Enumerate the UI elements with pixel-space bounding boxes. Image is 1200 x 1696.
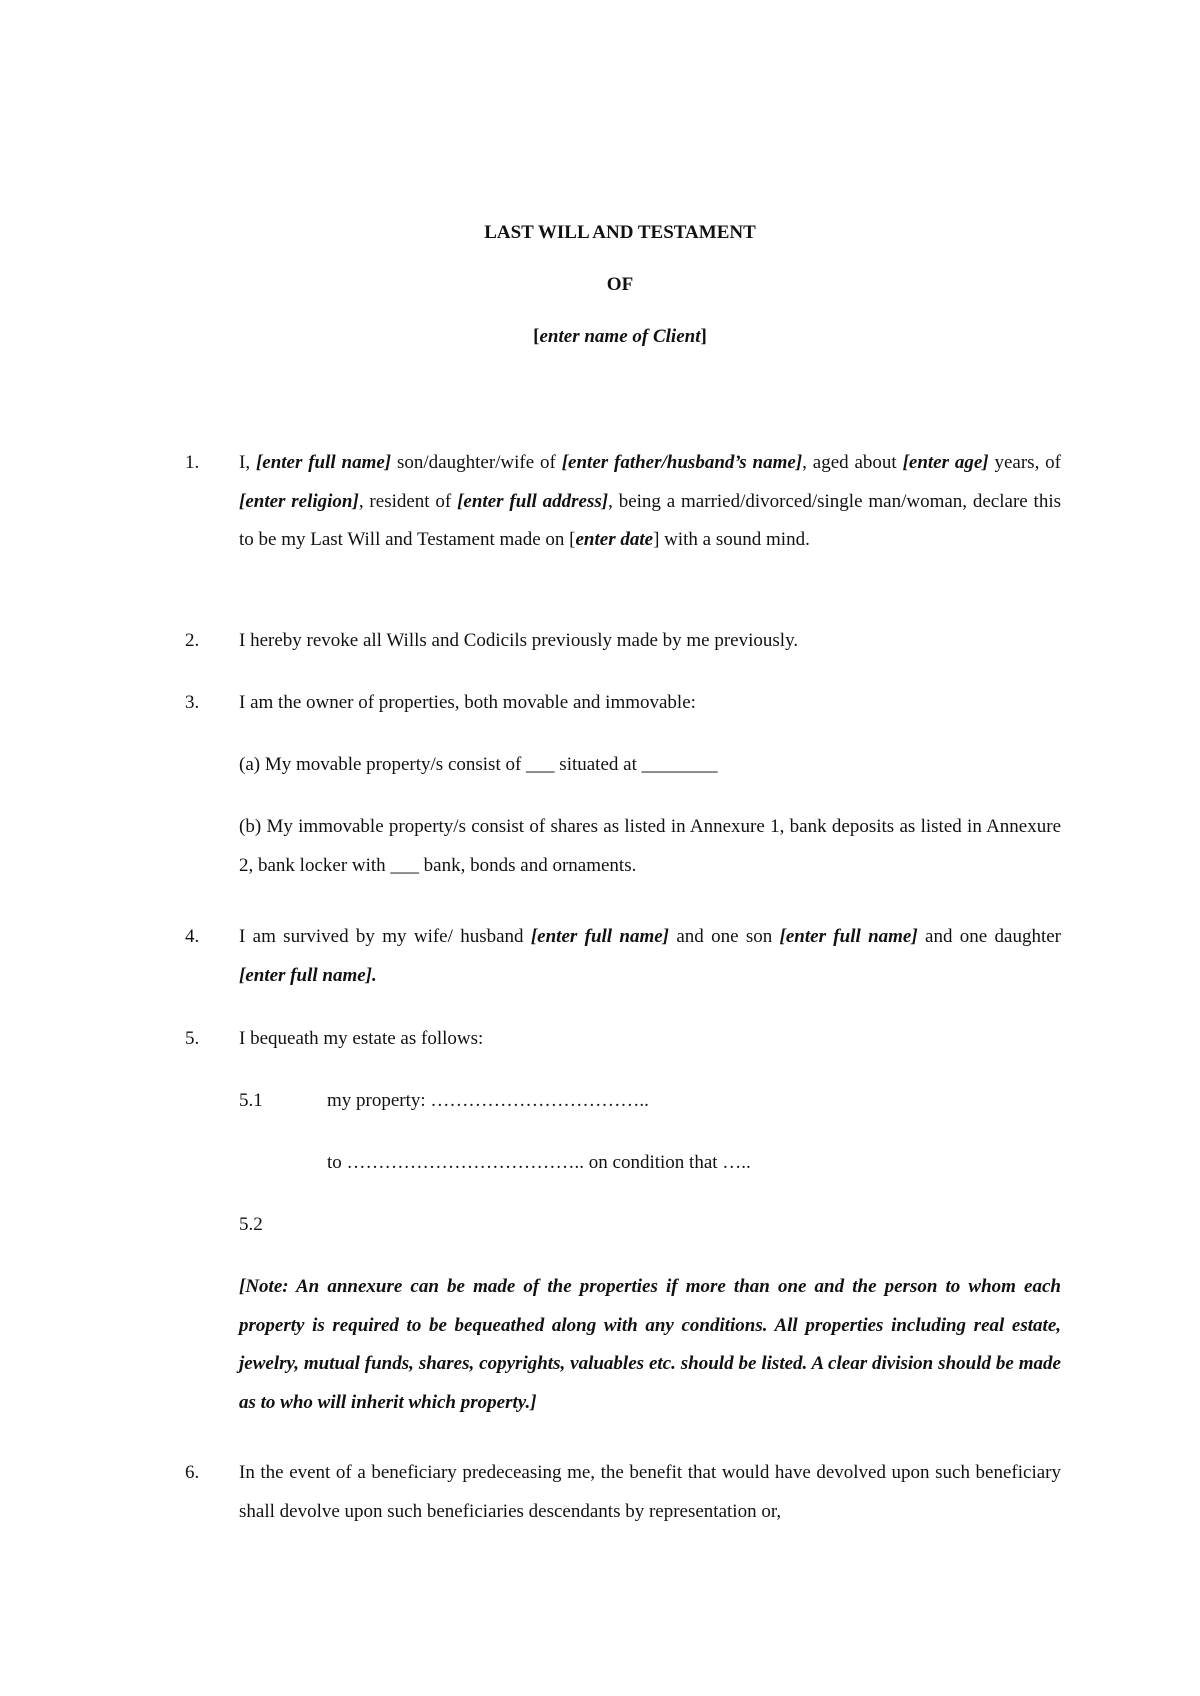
c4-t3: and one daughter bbox=[917, 926, 1061, 947]
c1-t3: , aged about bbox=[802, 452, 903, 473]
c1-t4: years, of bbox=[988, 452, 1061, 473]
c4-son-name: [enter full name] bbox=[779, 926, 918, 947]
c1-t5: , resident of bbox=[358, 490, 458, 512]
c4-t1: I am survived by my wife/ husband bbox=[239, 926, 531, 947]
c1-date: enter date bbox=[575, 529, 654, 550]
clause-5-text: I bequeath my estate as follows: bbox=[239, 1028, 484, 1049]
clause-5-2-number: 5.2 bbox=[239, 1214, 263, 1235]
client-name-text: enter name of Client bbox=[539, 326, 701, 347]
document-title: LAST WILL AND TESTAMENT bbox=[484, 222, 756, 243]
clause-5-1-to: to ……………………………….. on condition that ….. bbox=[327, 1152, 751, 1173]
c1-full-name: [enter full name] bbox=[255, 452, 392, 473]
clause-1-text bbox=[239, 444, 1061, 560]
bracket-open: [ bbox=[533, 326, 540, 347]
clause-5-number: 5. bbox=[185, 1028, 200, 1049]
client-name-placeholder bbox=[0, 326, 1200, 348]
bracket-close: ] bbox=[700, 326, 707, 347]
clause-3-number: 3. bbox=[185, 692, 200, 713]
clause-5-1-text: my property: …………………………….. bbox=[327, 1090, 649, 1111]
c1-t7: ] with a sound mind. bbox=[653, 529, 810, 550]
clause-5-note: [Note: An annexure can be made of the properties if more than one and the person to whom each property is required to be bequeathed along with any conditions. All properties including real estate, jewelry, mutual funds, shares, copyrights, valuables etc. should be listed. A clear division should be made as to who will inherit which property.] bbox=[239, 1276, 1061, 1413]
clause-4-text bbox=[239, 918, 1061, 995]
clause-5-1-number: 5.1 bbox=[239, 1090, 263, 1111]
clause-6-text: In the event of a beneficiary predeceasing me, the benefit that would have devolved upon such beneficiary shall devolve upon such beneficiaries descendants by representation or, bbox=[239, 1462, 1061, 1522]
c1-address: [enter full address] bbox=[457, 490, 609, 512]
clause-3-text: I am the owner of properties, both movable and immovable: bbox=[239, 692, 696, 713]
c1-t2: son/daughter/wife of bbox=[391, 452, 562, 473]
clause-2-text: I hereby revoke all Wills and Codicils previously made by me previously. bbox=[239, 630, 799, 651]
c1-age: [enter age] bbox=[902, 452, 989, 473]
clause-2-number: 2. bbox=[185, 630, 200, 651]
c4-daughter-name: [enter full name]. bbox=[239, 964, 377, 986]
c1-t6: , being a married/divorced/single man/woman, declare this to be my Last Will and Testament made on [ bbox=[239, 490, 1061, 550]
clause-3b-text: (b) My immovable property/s consist of shares as listed in Annexure 1, bank deposits as listed in Annexure 2, bank locker with ___ bank, bonds and ornaments. bbox=[239, 816, 1061, 876]
c1-father-name: [enter father/husband’s name] bbox=[561, 452, 803, 473]
clause-1-number: 1. bbox=[185, 452, 200, 473]
c4-spouse-name: [enter full name] bbox=[530, 926, 669, 947]
clause-4-number: 4. bbox=[185, 926, 200, 947]
document-title-of: OF bbox=[606, 274, 634, 295]
clause-3a-text: (a) My movable property/s consist of ___ situated at ________ bbox=[239, 754, 718, 775]
c4-t2: and one son bbox=[669, 926, 780, 947]
c1-t1: I, bbox=[239, 452, 256, 473]
clause-6-number: 6. bbox=[185, 1462, 200, 1483]
c1-religion: [enter religion] bbox=[239, 490, 359, 512]
